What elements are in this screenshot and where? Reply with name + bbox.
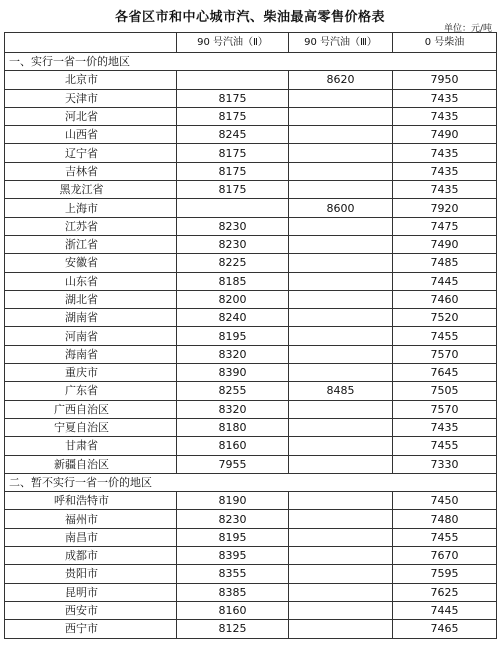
unit-label: 单位：元/吨 xyxy=(443,24,492,34)
gasoline-iii-price-cell xyxy=(289,272,393,290)
table-row xyxy=(5,71,497,89)
gasoline-iii-price-cell xyxy=(289,418,393,436)
region-name-cell: 湖南省 xyxy=(5,309,177,327)
diesel-price-cell: 7645 xyxy=(393,364,497,382)
table-row xyxy=(5,528,497,546)
region-name-cell: 山西省 xyxy=(5,126,177,144)
region-name-cell: 辽宁省 xyxy=(5,144,177,162)
header-cell-gasoline-ii: 90 号汽油（Ⅱ） xyxy=(177,33,289,53)
region-name-cell: 山东省 xyxy=(5,272,177,290)
region-name-cell: 西宁市 xyxy=(5,620,177,638)
region-name-cell: 黑龙江省 xyxy=(5,181,177,199)
diesel-price-cell: 7670 xyxy=(393,547,497,565)
region-name-cell: 南昌市 xyxy=(5,528,177,546)
table-row xyxy=(5,620,497,638)
gasoline-ii-price-cell: 8160 xyxy=(177,437,289,455)
section-row xyxy=(5,473,497,491)
table-row xyxy=(5,235,497,253)
gasoline-ii-price-cell: 8225 xyxy=(177,254,289,272)
gasoline-iii-price-cell xyxy=(289,400,393,418)
gasoline-ii-price-cell: 8195 xyxy=(177,327,289,345)
section-heading: 二、暂不实行一省一价的地区 xyxy=(5,473,497,491)
gasoline-ii-price-cell: 8175 xyxy=(177,144,289,162)
gasoline-iii-price-cell xyxy=(289,144,393,162)
table-row xyxy=(5,327,497,345)
table-row xyxy=(5,254,497,272)
gasoline-ii-price-cell: 8175 xyxy=(177,181,289,199)
region-name-cell: 贵阳市 xyxy=(5,565,177,583)
table-row xyxy=(5,492,497,510)
region-name-cell: 重庆市 xyxy=(5,364,177,382)
table-row xyxy=(5,345,497,363)
diesel-price-cell: 7625 xyxy=(393,583,497,601)
gasoline-iii-price-cell xyxy=(289,345,393,363)
diesel-price-cell: 7435 xyxy=(393,181,497,199)
region-name-cell: 浙江省 xyxy=(5,235,177,253)
gasoline-iii-price-cell xyxy=(289,455,393,473)
gasoline-ii-price-cell: 8230 xyxy=(177,235,289,253)
region-name-cell: 吉林省 xyxy=(5,162,177,180)
gasoline-ii-price-cell: 8395 xyxy=(177,547,289,565)
region-name-cell: 江苏省 xyxy=(5,217,177,235)
gasoline-ii-price-cell xyxy=(177,71,289,89)
region-name-cell: 河南省 xyxy=(5,327,177,345)
diesel-price-cell: 7455 xyxy=(393,437,497,455)
diesel-price-cell: 7455 xyxy=(393,327,497,345)
table-row xyxy=(5,89,497,107)
gasoline-ii-price-cell: 8230 xyxy=(177,510,289,528)
diesel-price-cell: 7490 xyxy=(393,126,497,144)
table-row xyxy=(5,382,497,400)
table-row xyxy=(5,583,497,601)
gasoline-ii-price-cell: 8185 xyxy=(177,272,289,290)
price-table-body xyxy=(5,33,497,639)
diesel-price-cell: 7435 xyxy=(393,107,497,125)
region-name-cell: 福州市 xyxy=(5,510,177,528)
gasoline-iii-price-cell: 8600 xyxy=(289,199,393,217)
gasoline-ii-price-cell: 8355 xyxy=(177,565,289,583)
gasoline-ii-price-cell: 8175 xyxy=(177,162,289,180)
gasoline-iii-price-cell xyxy=(289,565,393,583)
table-row xyxy=(5,455,497,473)
gasoline-iii-price-cell xyxy=(289,107,393,125)
gasoline-ii-price-cell: 8320 xyxy=(177,345,289,363)
table-row xyxy=(5,107,497,125)
gasoline-ii-price-cell: 8175 xyxy=(177,107,289,125)
diesel-price-cell: 7520 xyxy=(393,309,497,327)
diesel-price-cell: 7465 xyxy=(393,620,497,638)
section-heading: 一、实行一省一价的地区 xyxy=(5,53,497,71)
gasoline-ii-price-cell: 8320 xyxy=(177,400,289,418)
region-name-cell: 新疆自治区 xyxy=(5,455,177,473)
diesel-price-cell: 7435 xyxy=(393,162,497,180)
diesel-price-cell: 7490 xyxy=(393,235,497,253)
diesel-price-cell: 7450 xyxy=(393,492,497,510)
table-row xyxy=(5,126,497,144)
diesel-price-cell: 7505 xyxy=(393,382,497,400)
page-title: 各省区市和中心城市汽、柴油最高零售价格表 xyxy=(114,10,385,25)
table-row xyxy=(5,400,497,418)
diesel-price-cell: 7460 xyxy=(393,290,497,308)
header-cell-diesel: 0 号柴油 xyxy=(393,33,497,53)
gasoline-ii-price-cell: 8195 xyxy=(177,528,289,546)
diesel-price-cell: 7570 xyxy=(393,345,497,363)
table-row xyxy=(5,199,497,217)
header-cell-gasoline-iii: 90 号汽油（Ⅲ） xyxy=(289,33,393,53)
diesel-price-cell: 7330 xyxy=(393,455,497,473)
table-row xyxy=(5,418,497,436)
diesel-price-cell: 7475 xyxy=(393,217,497,235)
region-name-cell: 湖北省 xyxy=(5,290,177,308)
region-name-cell: 成都市 xyxy=(5,547,177,565)
gasoline-ii-price-cell: 8255 xyxy=(177,382,289,400)
region-name-cell: 昆明市 xyxy=(5,583,177,601)
gasoline-ii-price-cell xyxy=(177,199,289,217)
header-cell-region xyxy=(5,33,177,53)
gasoline-iii-price-cell: 8620 xyxy=(289,71,393,89)
gasoline-iii-price-cell xyxy=(289,290,393,308)
gasoline-ii-price-cell: 8390 xyxy=(177,364,289,382)
gasoline-iii-price-cell xyxy=(289,583,393,601)
gasoline-ii-price-cell: 8175 xyxy=(177,89,289,107)
diesel-price-cell: 7570 xyxy=(393,400,497,418)
region-name-cell: 广西自治区 xyxy=(5,400,177,418)
table-row xyxy=(5,217,497,235)
gasoline-ii-price-cell: 8200 xyxy=(177,290,289,308)
table-header-row xyxy=(5,33,497,53)
region-name-cell: 宁夏自治区 xyxy=(5,418,177,436)
gasoline-iii-price-cell: 8485 xyxy=(289,382,393,400)
gasoline-ii-price-cell: 7955 xyxy=(177,455,289,473)
gasoline-iii-price-cell xyxy=(289,620,393,638)
table-row xyxy=(5,510,497,528)
diesel-price-cell: 7435 xyxy=(393,144,497,162)
table-row xyxy=(5,565,497,583)
table-row xyxy=(5,601,497,619)
region-name-cell: 西安市 xyxy=(5,601,177,619)
gasoline-iii-price-cell xyxy=(289,254,393,272)
gasoline-ii-price-cell: 8180 xyxy=(177,418,289,436)
table-row xyxy=(5,547,497,565)
gasoline-ii-price-cell: 8190 xyxy=(177,492,289,510)
section-row xyxy=(5,53,497,71)
gasoline-iii-price-cell xyxy=(289,492,393,510)
table-row xyxy=(5,272,497,290)
diesel-price-cell: 7920 xyxy=(393,199,497,217)
region-name-cell: 广东省 xyxy=(5,382,177,400)
region-name-cell: 甘肃省 xyxy=(5,437,177,455)
table-row xyxy=(5,144,497,162)
gasoline-iii-price-cell xyxy=(289,126,393,144)
gasoline-ii-price-cell: 8240 xyxy=(177,309,289,327)
table-row xyxy=(5,309,497,327)
table-row xyxy=(5,364,497,382)
gasoline-iii-price-cell xyxy=(289,181,393,199)
diesel-price-cell: 7435 xyxy=(393,89,497,107)
table-row xyxy=(5,162,497,180)
region-name-cell: 河北省 xyxy=(5,107,177,125)
gasoline-iii-price-cell xyxy=(289,601,393,619)
gasoline-iii-price-cell xyxy=(289,89,393,107)
region-name-cell: 呼和浩特市 xyxy=(5,492,177,510)
region-name-cell: 海南省 xyxy=(5,345,177,363)
gasoline-iii-price-cell xyxy=(289,528,393,546)
gasoline-iii-price-cell xyxy=(289,547,393,565)
gasoline-iii-price-cell xyxy=(289,217,393,235)
diesel-price-cell: 7445 xyxy=(393,601,497,619)
gasoline-iii-price-cell xyxy=(289,437,393,455)
gasoline-iii-price-cell xyxy=(289,162,393,180)
region-name-cell: 安徽省 xyxy=(5,254,177,272)
gasoline-ii-price-cell: 8385 xyxy=(177,583,289,601)
diesel-price-cell: 7950 xyxy=(393,71,497,89)
gasoline-iii-price-cell xyxy=(289,510,393,528)
diesel-price-cell: 7595 xyxy=(393,565,497,583)
region-name-cell: 天津市 xyxy=(5,89,177,107)
diesel-price-cell: 7445 xyxy=(393,272,497,290)
table-row xyxy=(5,290,497,308)
gasoline-iii-price-cell xyxy=(289,235,393,253)
table-row xyxy=(5,437,497,455)
price-table xyxy=(4,32,497,639)
gasoline-ii-price-cell: 8245 xyxy=(177,126,289,144)
table-row xyxy=(5,181,497,199)
region-name-cell: 上海市 xyxy=(5,199,177,217)
gasoline-iii-price-cell xyxy=(289,327,393,345)
region-name-cell: 北京市 xyxy=(5,71,177,89)
diesel-price-cell: 7485 xyxy=(393,254,497,272)
gasoline-iii-price-cell xyxy=(289,309,393,327)
gasoline-ii-price-cell: 8230 xyxy=(177,217,289,235)
diesel-price-cell: 7480 xyxy=(393,510,497,528)
diesel-price-cell: 7455 xyxy=(393,528,497,546)
gasoline-ii-price-cell: 8160 xyxy=(177,601,289,619)
gasoline-ii-price-cell: 8125 xyxy=(177,620,289,638)
gasoline-iii-price-cell xyxy=(289,364,393,382)
diesel-price-cell: 7435 xyxy=(393,418,497,436)
